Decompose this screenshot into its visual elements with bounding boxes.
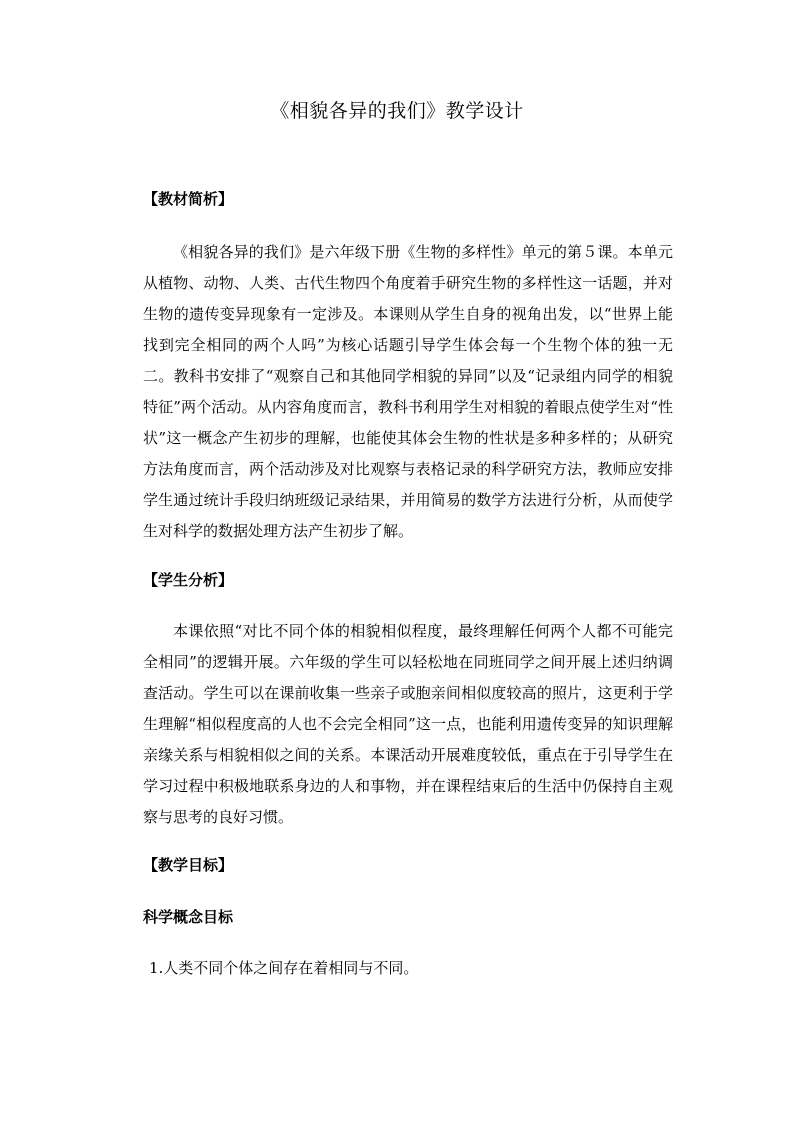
goal-list-item: 1.人类不同个体之间存在着相同与不同。 [149, 959, 419, 977]
document-title: 《相貌各异的我们》教学设计 [270, 100, 524, 122]
section-paragraph-textbook-analysis: 《相貌各异的我们》是六年级下册《生物的多样性》单元的第５课。本单元从植物、动物、人类、古代生物四个角度着手研究生物的多样性这一话题，并对生物的遗传变异现象有一定涉及。本课则从学生自身的视角出发，以“世界上能找到完全相同的两个人吗”为核心话题引导学生体会每一个生物个体的独一无二。教科书安排了“观察自己和其他同学相貌的异同”以及“记录组内同学的相貌特征”两个活动。从内容角度而言，教科书利用学生对相貌的着眼点使学生对“性状”这一概念产生初步的理解，也能使其体会生物的性状是多种多样的；从研究方法角度而言，两个活动涉及对比观察与表格记录的科学研究方法，教师应安排学生通过统计手段归纳班级记录结果，并用简易的数学方法进行分析，从而使学生对科学的数据处理方法产生初步了解。 [143, 243, 673, 540]
section-paragraph-student-analysis: 本课依照“对比不同个体的相貌相似程度，最终理解任何两个人都不可能完全相同”的逻辑开展。六年级的学生可以轻松地在同班同学之间开展上述归纳调查活动。学生可以在课前收集一些亲子或胞亲间相似度较高的照片，这更利于学生理解“相似程度高的人也不会完全相同”这一点，也能利用遗传变异的知识理解亲缘关系与相貌相似之间的关系。本课活动开展难度较低，重点在于引导学生在学习过程中积极地联系身边的人和事物，并在课程结束后的生活中仍保持自主观察与思考的良好习惯。 [143, 622, 673, 826]
section-heading-teaching-goals: 【教学目标】 [143, 856, 234, 874]
section-heading-textbook-analysis: 【教材简析】 [143, 190, 234, 208]
section-heading-student-analysis: 【学生分析】 [143, 571, 234, 589]
subheading-science-concept-goals: 科学概念目标 [143, 908, 234, 926]
